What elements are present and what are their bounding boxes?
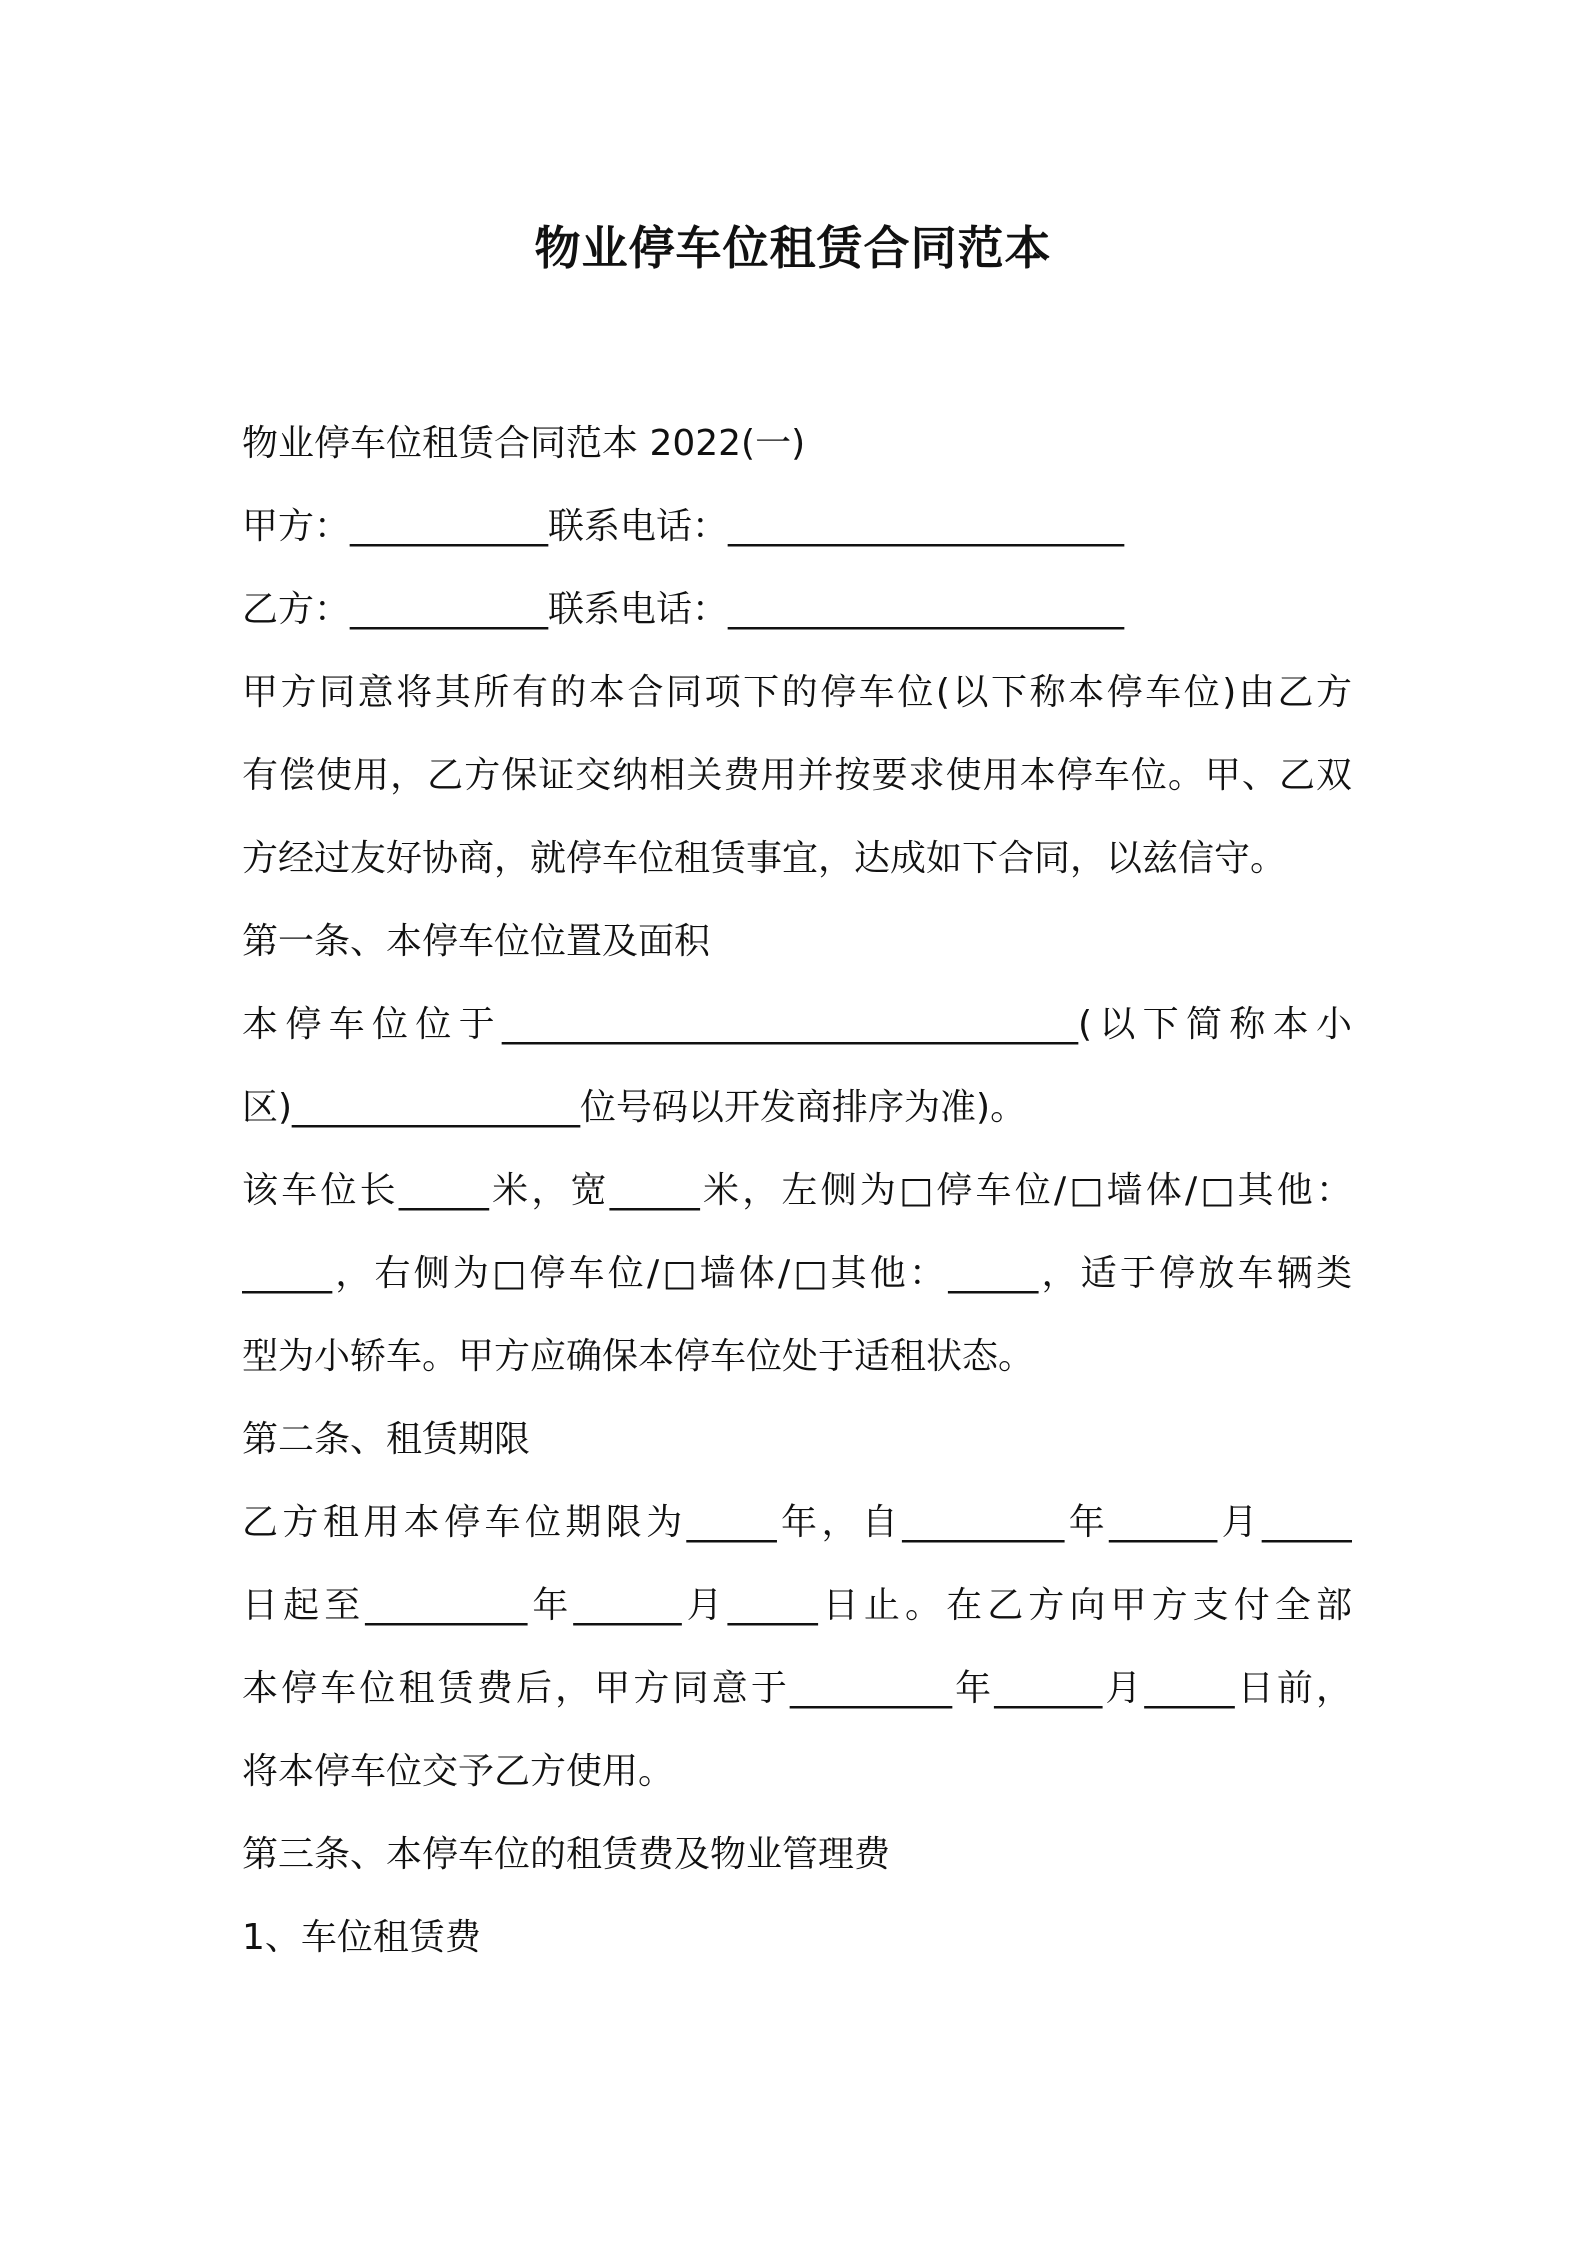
paragraph-line: _____，右侧为□停车位/□墙体/□其他：_____，适于停放车辆类 [242,1253,1352,1294]
document-body [242,402,1352,1979]
paragraph-line: 型为小轿车。甲方应确保本停车位处于适租状态。 [242,1336,1035,1377]
document-title: 物业停车位租赁合同范本 [534,221,1052,275]
paragraph-line: 本停车位位于________________________________(以下简称本小 [242,1004,1352,1045]
paragraph-line: 甲方同意将其所有的本合同项下的停车位(以下称本停车位)由乙方 [242,672,1352,713]
paragraph-line: 区)________________位号码以开发商排序为准)。 [242,1087,1027,1128]
section-heading: 第三条、本停车位的租赁费及物业管理费 [242,1834,891,1875]
party-a-line: 甲方：___________联系电话：______________________ [242,506,1125,547]
paragraph-line: 日起至_________年______月_____日止。在乙方向甲方支付全部 [242,1585,1352,1626]
paragraph-line: 方经过友好协商，就停车位租赁事宜，达成如下合同，以兹信守。 [242,838,1287,879]
paragraph-line: 有偿使用，乙方保证交纳相关费用并按要求使用本停车位。甲、乙双 [242,755,1352,796]
section-heading: 第一条、本停车位位置及面积 [242,921,711,962]
subsection-heading: 1、车位租赁费 [242,1917,481,1958]
paragraph-line: 该车位长_____米，宽_____米，左侧为□停车位/□墙体/□其他： [242,1170,1352,1211]
paragraph-line: 将本停车位交予乙方使用。 [242,1751,675,1792]
party-b-line: 乙方：___________联系电话：______________________ [242,589,1125,630]
subtitle-line: 物业停车位租赁合同范本 2022(一) [242,423,806,464]
paragraph-line: 乙方租用本停车位期限为_____年，自_________年______月_____ [242,1502,1352,1543]
paragraph-line: 本停车位租赁费后，甲方同意于_________年______月_____日前， [242,1668,1352,1709]
section-heading: 第二条、租赁期限 [242,1419,531,1460]
